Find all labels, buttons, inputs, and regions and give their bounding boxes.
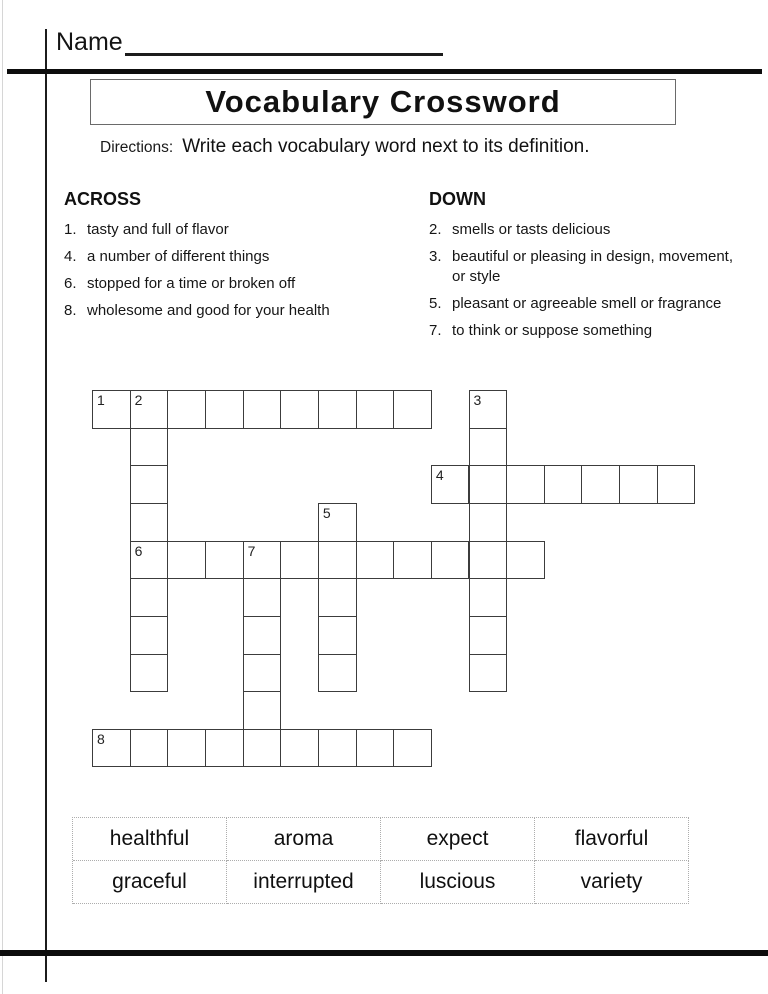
grid-cell[interactable] bbox=[318, 390, 357, 429]
directions-text: Write each vocabulary word next to its definition. bbox=[182, 136, 590, 157]
grid-cell[interactable] bbox=[243, 616, 282, 655]
across-header: ACROSS bbox=[64, 189, 142, 209]
across-clue-6 bbox=[64, 274, 414, 294]
across-clue-1 bbox=[64, 220, 414, 240]
clue-text: tasty and full of flavor bbox=[87, 221, 229, 238]
clue-text: stopped for a time or broken off bbox=[87, 275, 296, 292]
grid-cell[interactable] bbox=[393, 390, 432, 429]
clue-text: beautiful or pleasing in design, movement, or style bbox=[452, 248, 734, 285]
grid-cell[interactable] bbox=[393, 541, 432, 580]
grid-cell[interactable] bbox=[356, 390, 395, 429]
clue-text: a number of different things bbox=[87, 248, 270, 265]
grid-cell[interactable] bbox=[506, 465, 545, 504]
bottom-rule-line bbox=[0, 950, 768, 956]
down-clue-5 bbox=[429, 294, 756, 314]
grid-cell[interactable] bbox=[469, 503, 508, 542]
down-clue-2 bbox=[429, 220, 756, 240]
clue-text: to think or suppose something bbox=[452, 322, 653, 339]
clue-number-label: 6. bbox=[64, 275, 77, 292]
clue-number-label: 3. bbox=[429, 248, 442, 265]
grid-cell[interactable] bbox=[167, 390, 206, 429]
grid-cell[interactable] bbox=[469, 465, 508, 504]
grid-cell[interactable] bbox=[167, 729, 206, 768]
clue-text: smells or tasts delicious bbox=[452, 221, 611, 238]
grid-cell[interactable] bbox=[469, 578, 508, 617]
grid-cell[interactable] bbox=[243, 729, 282, 768]
grid-cell[interactable] bbox=[318, 616, 357, 655]
word-bank-word: interrupted bbox=[227, 861, 381, 904]
name-label: Name bbox=[56, 28, 123, 56]
clue-number-label: 5. bbox=[429, 295, 442, 312]
grid-cell[interactable] bbox=[280, 390, 319, 429]
grid-cell-number: 5 bbox=[322, 504, 331, 521]
title-box bbox=[90, 79, 676, 125]
word-bank-word: expect bbox=[381, 818, 535, 861]
word-bank-word: flavorful bbox=[535, 818, 689, 861]
grid-cell[interactable] bbox=[393, 729, 432, 768]
grid-cell-number: 7 bbox=[247, 542, 256, 559]
down-clues-section bbox=[429, 188, 756, 348]
grid-cell[interactable] bbox=[205, 390, 244, 429]
grid-cell[interactable] bbox=[130, 428, 169, 467]
grid-cell-number: 3 bbox=[473, 392, 482, 408]
crossword-grid bbox=[92, 390, 696, 768]
word-bank bbox=[72, 817, 689, 904]
grid-cell[interactable] bbox=[130, 503, 169, 542]
grid-cell[interactable] bbox=[318, 654, 357, 693]
down-clue-3 bbox=[429, 247, 756, 287]
grid-cell[interactable] bbox=[581, 465, 620, 504]
grid-cell[interactable] bbox=[130, 578, 169, 617]
clue-number-label: 7. bbox=[429, 322, 442, 339]
grid-cell[interactable] bbox=[506, 541, 545, 580]
grid-cell[interactable] bbox=[431, 541, 470, 580]
grid-cell[interactable] bbox=[243, 654, 282, 693]
across-clues-section bbox=[64, 188, 414, 328]
grid-cell[interactable] bbox=[356, 541, 395, 580]
word-bank-word: luscious bbox=[381, 861, 535, 904]
grid-cell[interactable] bbox=[280, 541, 319, 580]
clue-number-label: 4. bbox=[64, 248, 77, 265]
clue-text: pleasant or agreeable smell or fragrance bbox=[452, 295, 722, 312]
grid-cell[interactable] bbox=[243, 578, 282, 617]
grid-cell[interactable] bbox=[356, 729, 395, 768]
grid-cell[interactable] bbox=[130, 616, 169, 655]
grid-cell[interactable] bbox=[280, 729, 319, 768]
grid-cell[interactable] bbox=[544, 465, 583, 504]
grid-cell-number: 2 bbox=[134, 392, 143, 408]
grid-cell[interactable] bbox=[205, 541, 244, 580]
name-input-line[interactable] bbox=[125, 29, 443, 56]
word-bank-word: aroma bbox=[227, 818, 381, 861]
clue-text: wholesome and good for your health bbox=[87, 302, 330, 319]
page-edge-line bbox=[2, 0, 3, 994]
directions-row bbox=[100, 136, 590, 158]
grid-cell[interactable] bbox=[469, 541, 508, 580]
word-bank-word: graceful bbox=[73, 861, 227, 904]
name-row bbox=[56, 28, 443, 56]
across-clue-4 bbox=[64, 247, 414, 267]
down-clue-7 bbox=[429, 321, 756, 341]
grid-cell[interactable] bbox=[619, 465, 658, 504]
grid-cell[interactable] bbox=[469, 428, 508, 467]
grid-cell[interactable] bbox=[130, 465, 169, 504]
top-rule-line bbox=[7, 69, 762, 74]
word-bank-word: healthful bbox=[73, 818, 227, 861]
clue-number-label: 8. bbox=[64, 302, 77, 319]
grid-cell[interactable] bbox=[167, 541, 206, 580]
grid-cell[interactable] bbox=[243, 390, 282, 429]
margin-vertical-line bbox=[45, 29, 47, 982]
grid-cell-number: 6 bbox=[134, 542, 143, 559]
grid-cell[interactable] bbox=[205, 729, 244, 768]
grid-cell[interactable] bbox=[469, 654, 508, 693]
grid-cell[interactable] bbox=[657, 465, 696, 504]
word-bank-word: variety bbox=[535, 861, 689, 904]
down-header: DOWN bbox=[429, 189, 486, 209]
directions-label: Directions: bbox=[100, 139, 174, 156]
grid-cell-number: 1 bbox=[97, 392, 105, 408]
grid-cell-number: 8 bbox=[97, 730, 105, 747]
grid-cell[interactable] bbox=[318, 541, 357, 580]
grid-cell-number: 4 bbox=[435, 467, 444, 484]
clue-number-label: 1. bbox=[64, 221, 77, 238]
grid-cell[interactable] bbox=[243, 691, 282, 730]
grid-cell[interactable] bbox=[318, 578, 357, 617]
page-title: Vocabulary Crossword bbox=[205, 84, 561, 119]
across-clue-8 bbox=[64, 301, 414, 321]
grid-cell[interactable] bbox=[318, 729, 357, 768]
clue-number-label: 2. bbox=[429, 221, 442, 238]
grid-cell[interactable] bbox=[130, 729, 169, 768]
grid-cell[interactable] bbox=[469, 616, 508, 655]
grid-cell[interactable] bbox=[130, 654, 169, 693]
